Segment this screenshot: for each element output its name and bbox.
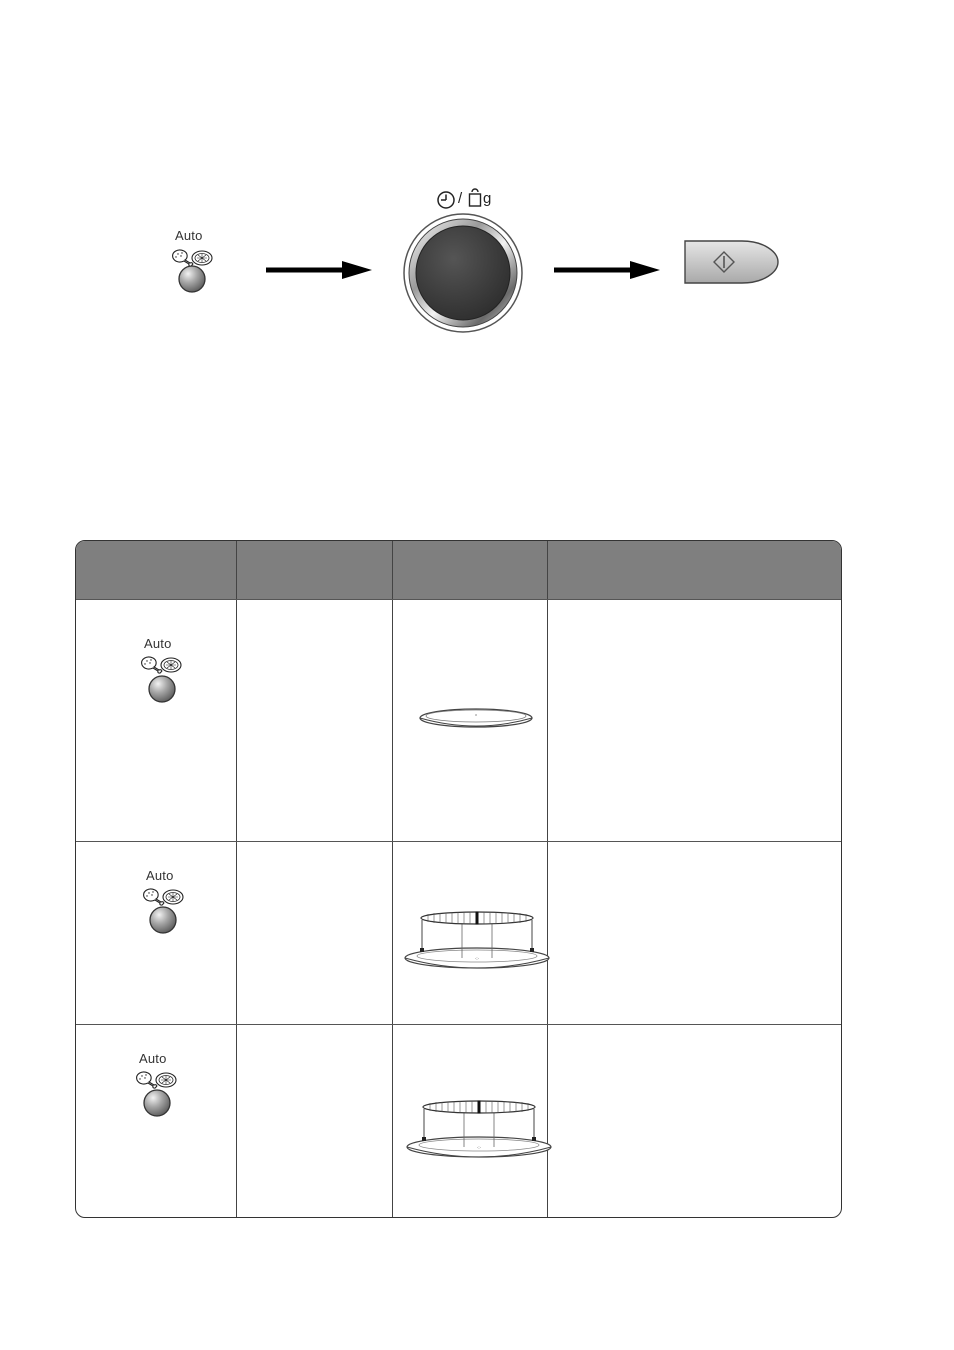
food-icon (134, 1068, 178, 1090)
column-divider (236, 541, 237, 1217)
header-cell-3 (393, 541, 547, 599)
dial-weight-unit: g (483, 190, 492, 207)
header-cell-1 (76, 541, 236, 599)
column-divider (392, 541, 393, 1217)
rack-turntable-icon (402, 908, 552, 970)
rotary-dial[interactable] (401, 210, 525, 336)
header-cell-4 (548, 541, 841, 599)
food-icon (139, 653, 183, 675)
row-divider (76, 1024, 841, 1025)
arrow-icon-2 (552, 259, 662, 281)
auto-button[interactable] (177, 264, 207, 294)
dial-separator: / (458, 190, 463, 207)
start-button[interactable] (682, 238, 782, 286)
table-header (76, 541, 841, 599)
auto-label: Auto (144, 636, 172, 651)
auto-button[interactable] (148, 905, 178, 935)
auto-label: Auto (175, 228, 203, 243)
auto-button[interactable] (142, 1088, 172, 1118)
auto-button[interactable] (147, 674, 177, 704)
row-divider (76, 841, 841, 842)
food-icon (141, 885, 185, 907)
auto-label: Auto (146, 868, 174, 883)
clock-icon (436, 190, 458, 210)
row-divider (76, 599, 841, 600)
turntable-icon (416, 703, 536, 733)
weight-icon (467, 188, 483, 208)
auto-cook-table (75, 540, 842, 1218)
arrow-icon (264, 259, 374, 281)
rack-turntable-icon (404, 1097, 554, 1159)
auto-label: Auto (139, 1051, 167, 1066)
header-cell-2 (237, 541, 392, 599)
